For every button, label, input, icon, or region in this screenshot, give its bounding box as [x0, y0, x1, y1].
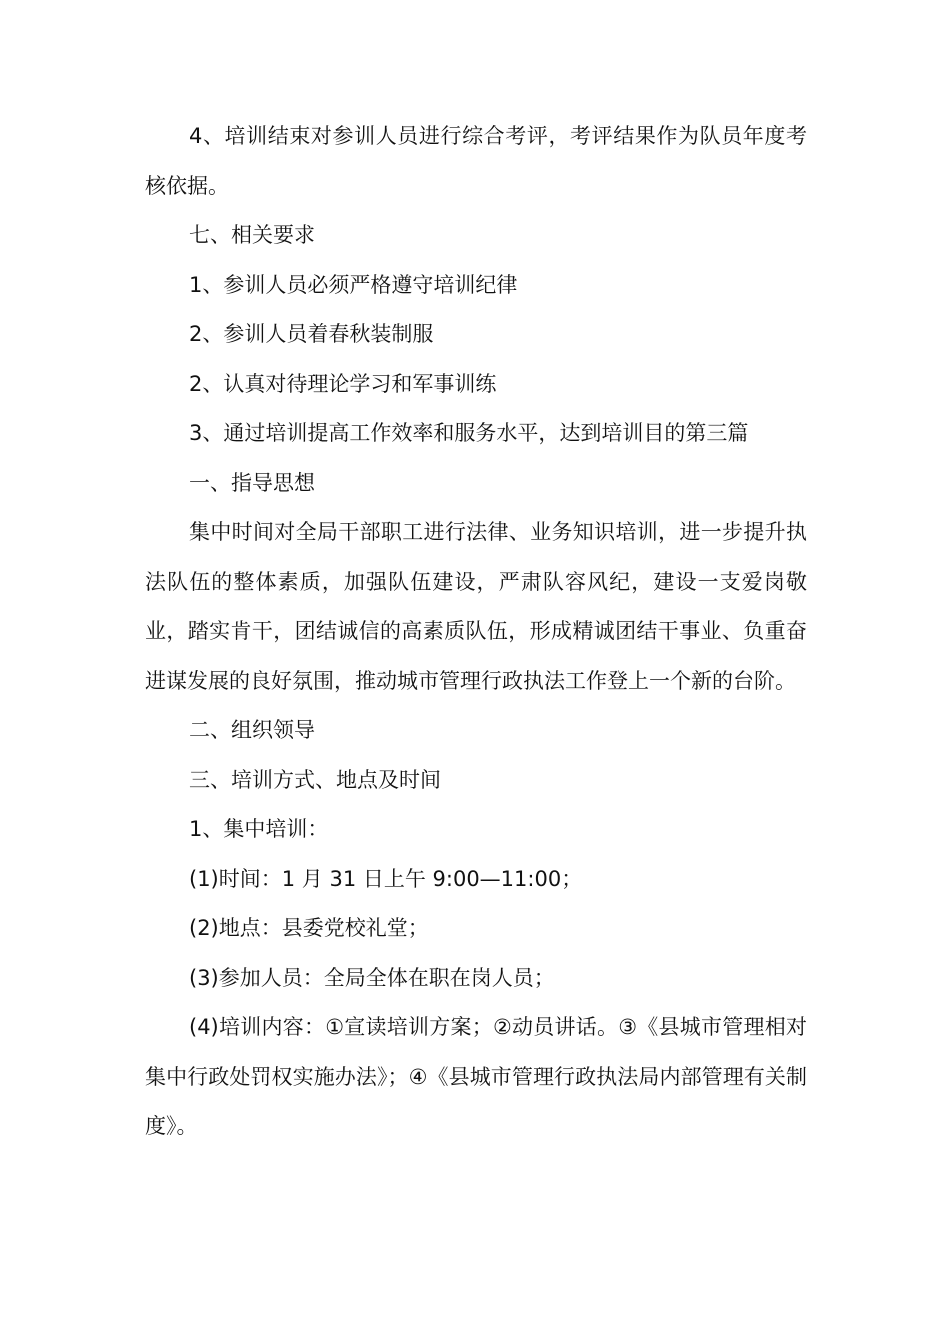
heading-training-method: 三、培训方式、地点及时间 [189, 767, 441, 792]
paragraph-guiding-thought: 集中时间对全局干部职工进行法律、业务知识培训，进一步提升执法队伍的整体素质，加强队伍建设，严肃队容风纪，建设一支爱岗敬业，踏实肯干，团结诚信的高素质队伍，形成精诚团结干事业、负重奋进谋发展的良好氛围，推动城市管理行政执法工作登上一个新的台阶。 [145, 520, 807, 693]
heading-centralized-training: 1、集中培训： [189, 817, 329, 841]
paragraph-assessment: 4、培训结束对参训人员进行综合考评，考评结果作为队员年度考核依据。 [145, 124, 807, 198]
paragraph-participants: (3)参加人员：全局全体在职在岗人员； [189, 965, 555, 990]
paragraph-location: (2)地点：县委党校礼堂； [189, 916, 429, 940]
heading-requirements: 七、相关要求 [189, 223, 315, 247]
paragraph-efficiency: 3、通过培训提高工作效率和服务水平，达到培训目的第三篇 [189, 421, 749, 445]
heading-guiding-thought: 一、指导思想 [189, 470, 315, 495]
document-body [145, 112, 807, 1152]
heading-leadership: 二、组织领导 [189, 718, 315, 742]
paragraph-uniform: 2、参训人员着春秋装制服 [189, 322, 434, 346]
paragraph-study: 2、认真对待理论学习和军事训练 [189, 371, 497, 396]
paragraph-discipline: 1、参训人员必须严格遵守培训纪律 [189, 272, 518, 297]
paragraph-time: (1)时间：1 月 31 日上午 9:00—11:00； [189, 866, 583, 891]
paragraph-training-content: (4)培训内容：①宣读培训方案；②动员讲话。③《县城市管理相对集中行政处罚权实施办法》；④《县城市管理行政执法局内部管理有关制度》。 [145, 1015, 807, 1138]
